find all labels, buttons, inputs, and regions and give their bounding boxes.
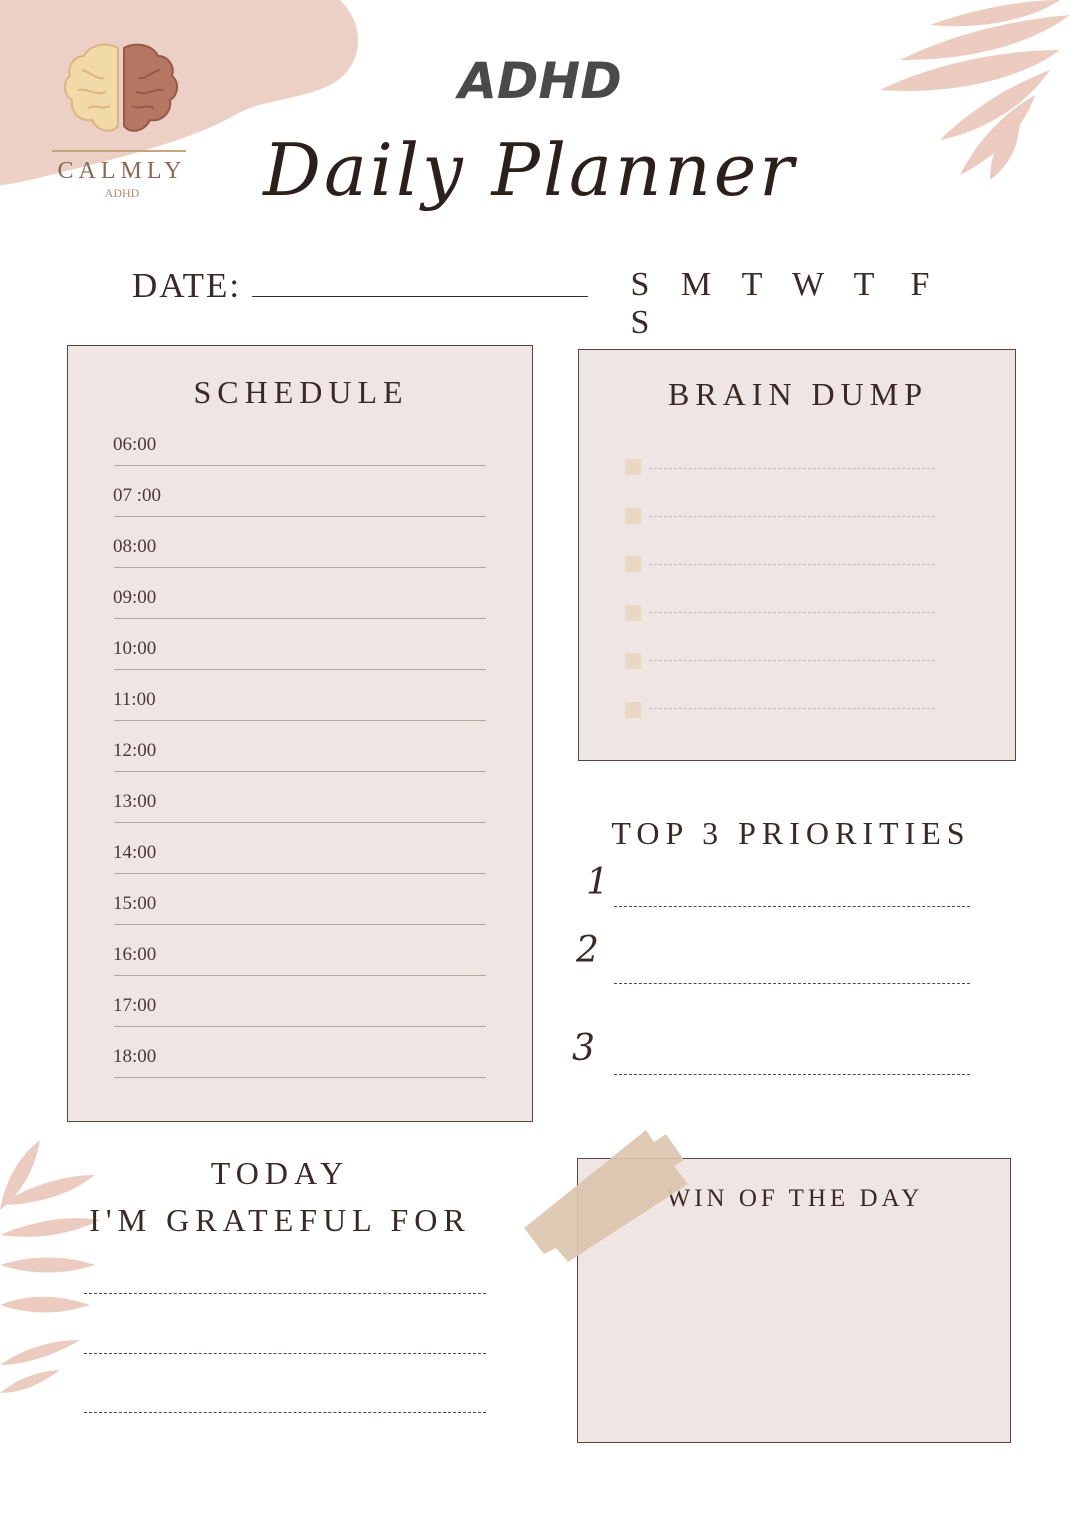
schedule-title: SCHEDULE xyxy=(193,374,409,410)
priority-line-1[interactable] xyxy=(614,906,970,907)
time-line[interactable] xyxy=(114,771,486,772)
brain-dump-checkbox[interactable] xyxy=(625,702,641,718)
time-line[interactable] xyxy=(114,1026,486,1027)
time-1800: 18:00 xyxy=(113,1046,157,1067)
priorities-title: TOP 3 PRIORITIES xyxy=(611,815,971,851)
time-0800: 08:00 xyxy=(113,536,157,557)
brain-dump-title: BRAIN DUMP xyxy=(667,376,929,412)
schedule-panel xyxy=(67,345,533,1122)
time-line[interactable] xyxy=(114,618,486,619)
weekday-m[interactable]: M xyxy=(680,266,712,303)
brain-dump-line[interactable] xyxy=(649,612,935,613)
brand-name: CALMLY xyxy=(57,158,187,184)
priority-line-2[interactable] xyxy=(614,983,970,984)
priority-number-1: 1 xyxy=(586,862,609,903)
weekday-f[interactable]: F xyxy=(910,266,930,303)
weekday-t1[interactable]: T xyxy=(741,266,763,303)
time-line[interactable] xyxy=(114,720,486,721)
gratitude-line-3[interactable] xyxy=(84,1412,486,1413)
time-1200: 12:00 xyxy=(113,740,157,761)
time-1400: 14:00 xyxy=(113,842,157,863)
weekday-s2[interactable]: S xyxy=(630,304,650,341)
brain-dump-line[interactable] xyxy=(649,468,935,469)
brain-dump-line[interactable] xyxy=(649,564,935,565)
time-line[interactable] xyxy=(114,975,486,976)
time-0900: 09:00 xyxy=(113,587,157,608)
brand-divider xyxy=(52,150,186,152)
time-line[interactable] xyxy=(114,669,486,670)
brain-dump-checkbox[interactable] xyxy=(625,508,641,524)
gratitude-line-2[interactable] xyxy=(84,1353,486,1354)
time-line[interactable] xyxy=(114,516,486,517)
leaf-decor-top-right xyxy=(860,0,1080,190)
time-line[interactable] xyxy=(114,873,486,874)
brain-icon xyxy=(52,40,192,140)
date-label: DATE: xyxy=(132,266,242,305)
time-1500: 15:00 xyxy=(113,893,157,914)
weekday-w[interactable]: W xyxy=(791,266,825,303)
gratitude-title-line2: I'M GRATEFUL FOR xyxy=(89,1202,471,1238)
time-1700: 17:00 xyxy=(113,995,157,1016)
brain-dump-line[interactable] xyxy=(649,516,935,517)
page-title: ADHD xyxy=(458,52,622,110)
weekday-s1[interactable]: S xyxy=(630,266,650,303)
washi-tape xyxy=(520,1120,700,1270)
time-0600: 06:00 xyxy=(113,434,157,455)
time-line[interactable] xyxy=(114,1077,486,1078)
priority-number-3: 3 xyxy=(572,1028,595,1069)
time-line[interactable] xyxy=(114,924,486,925)
date-line[interactable] xyxy=(252,296,588,297)
brand-sub: ADHD xyxy=(104,186,140,200)
priority-line-3[interactable] xyxy=(614,1074,970,1075)
weekday-row xyxy=(612,266,1002,342)
time-line[interactable] xyxy=(114,567,486,568)
gratitude-title-line1: TODAY xyxy=(210,1155,350,1191)
brain-dump-checkbox[interactable] xyxy=(625,459,641,475)
weekday-t2[interactable]: T xyxy=(853,266,875,303)
time-1300: 13:00 xyxy=(113,791,157,812)
brain-dump-line[interactable] xyxy=(649,660,935,661)
gratitude-line-1[interactable] xyxy=(84,1293,486,1294)
priority-number-2: 2 xyxy=(576,930,599,971)
time-1000: 10:00 xyxy=(113,638,157,659)
time-0700: 07 :00 xyxy=(113,485,162,506)
brain-dump-panel xyxy=(578,349,1016,761)
brand-logo xyxy=(52,40,192,200)
page-subtitle: Daily Planner xyxy=(263,128,797,212)
brain-dump-checkbox[interactable] xyxy=(625,605,641,621)
time-1600: 16:00 xyxy=(113,944,157,965)
time-1100: 11:00 xyxy=(113,689,156,710)
time-line[interactable] xyxy=(114,465,486,466)
brain-dump-checkbox[interactable] xyxy=(625,653,641,669)
brain-dump-line[interactable] xyxy=(649,708,935,709)
win-title: WIN OF THE DAY xyxy=(666,1185,924,1212)
brain-dump-checkbox[interactable] xyxy=(625,556,641,572)
time-line[interactable] xyxy=(114,822,486,823)
